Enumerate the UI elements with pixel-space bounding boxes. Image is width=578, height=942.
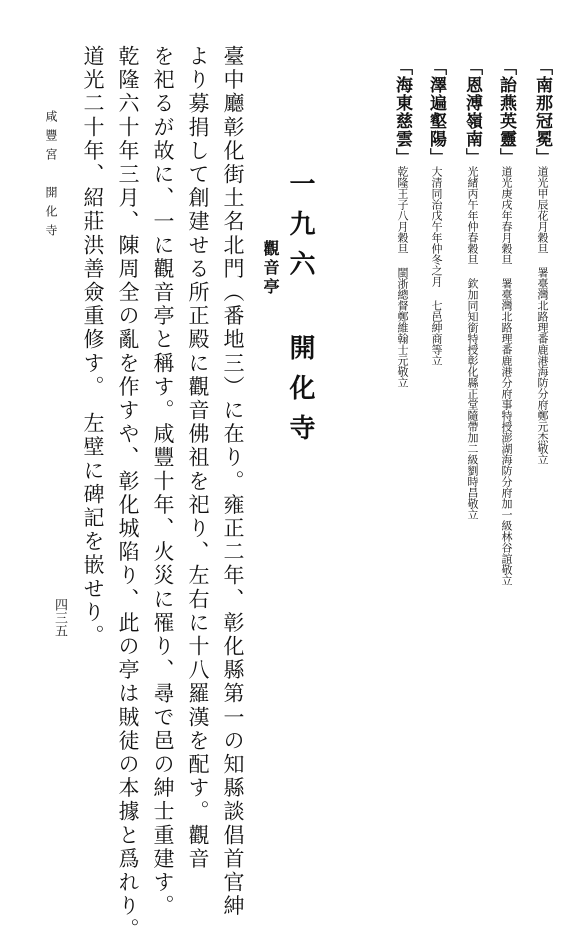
body-column-5: 道光二十年、紹莊洪善僉重修す。 左壁に碑記を嵌せり。 xyxy=(81,45,105,649)
plaque-5-name: 「海東慈雲」 xyxy=(392,58,412,166)
plaque-2-inscription: 道光庚戌年春月穀旦 署臺灣北路理番鹿港分府事特授澎湖海防分府加一級林谷誼敬立 xyxy=(500,166,513,586)
plaque-1-name: 「南那冠冕」 xyxy=(532,58,552,166)
plaque-4 xyxy=(427,58,444,366)
plaque-3-inscription: 光緒丙午年仲春穀旦 欽加同知銜特授彰化縣正堂隨帶加二級劉時昌敬立 xyxy=(466,166,479,520)
plaque-4-name: 「澤遍壑陽」 xyxy=(426,58,446,166)
section-title: 一九六 開化寺 xyxy=(285,170,315,454)
plaque-3 xyxy=(463,58,480,520)
plaque-1 xyxy=(533,58,550,465)
plaque-4-inscription: 大清同治戊午年仲冬之月 七邑紳商等立 xyxy=(430,166,443,366)
photo-caption: 咸豐宮 開化寺 xyxy=(44,110,58,243)
body-column-1: 臺中廳彰化街土名北門（番地三）に在り。雍正二年、彰化縣第一の知縣談倡首官紳 xyxy=(221,45,245,919)
plaque-3-name: 「恩溥嶺南」 xyxy=(462,58,482,166)
section-subtitle: 觀音亭 xyxy=(261,240,280,297)
plaque-2-name: 「詒燕英靈」 xyxy=(496,58,516,166)
body-column-3: を祀るが故に、一に觀音亭と稱す。咸豐十年、火災に罹り、尋で邑の紳士重建す。 xyxy=(151,45,175,919)
plaque-2 xyxy=(497,58,514,586)
body-column-2: より募捐して創建せる所正殿に觀音佛祖を祀り、左右に十八羅漢を配す。觀音 xyxy=(186,45,210,871)
plaque-5-inscription: 乾隆王子八月穀旦 閩浙總督鄭維翰士元敬立 xyxy=(396,166,409,388)
body-column-4: 乾隆六十年三月、陳周全の亂を作すや、彰化城陷り、此の亭は賊徒の本據と爲れり。 xyxy=(116,45,140,942)
page-number: 四三五 xyxy=(52,598,67,637)
plaque-1-inscription: 道光甲辰花月穀旦 署臺灣北路理番鹿港海防分府鄭元杰敬立 xyxy=(536,166,549,465)
plaque-5 xyxy=(393,58,410,388)
